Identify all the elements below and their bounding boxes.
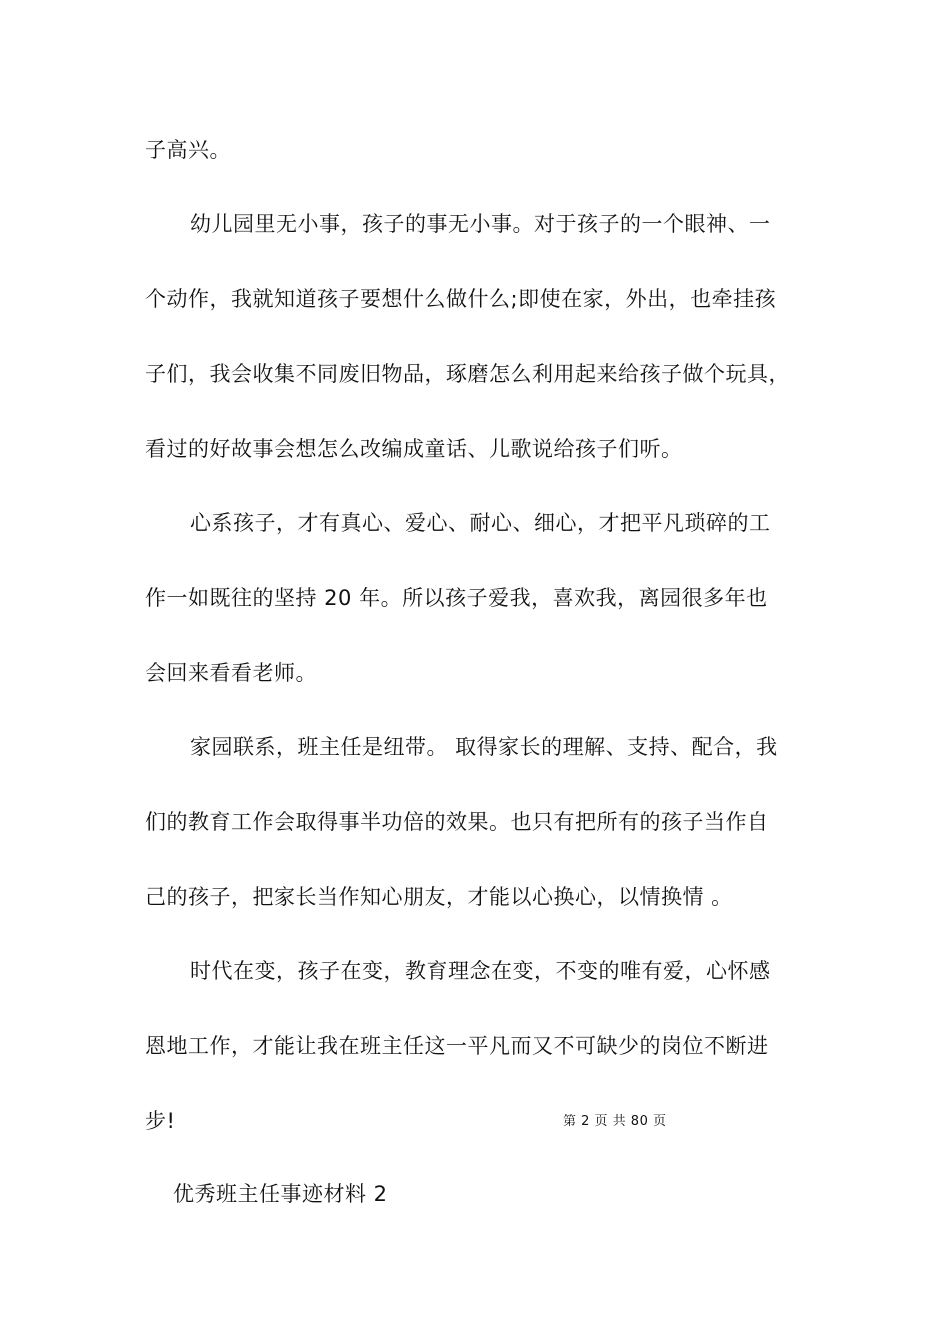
paragraph-line: 家园联系，班主任是纽带。 取得家长的理解、支持、配合，我 [190, 735, 778, 759]
paragraph-line: 子高兴。 [145, 138, 231, 162]
paragraph-line: 恩地工作，才能让我在班主任这一平凡而又不可缺少的岗位不断进 [145, 1034, 769, 1058]
paragraph-line: 时代在变，孩子在变，教育理念在变，不变的唯有爱，心怀感 [190, 959, 771, 983]
paragraph-line: 们的教育工作会取得事半功倍的效果。也只有把所有的孩子当作自 [145, 810, 769, 834]
paragraph-line: 个动作，我就知道孩子要想什么做什么;即使在家，外出，也牵挂孩 [145, 287, 777, 311]
paragraph-line: 作一如既往的坚持 20 年。所以孩子爱我，喜欢我，离园很多年也 [145, 586, 768, 610]
paragraph-line: 看过的好故事会想怎么改编成童话、儿歌说给孩子们听。 [145, 437, 683, 461]
paragraph-line: 步! [145, 1109, 176, 1133]
paragraph-line: 幼儿园里无小事，孩子的事无小事。对于孩子的一个眼神、一 [190, 212, 771, 236]
paragraph-line: 会回来看看老师。 [145, 661, 317, 685]
paragraph-line: 己的孩子，把家长当作知心朋友，才能以心换心，以情换情 。 [145, 885, 733, 909]
paragraph-line: 心系孩子，才有真心、爱心、耐心、细心，才把平凡琐碎的工 [190, 511, 771, 535]
section-heading: 优秀班主任事迹材料 2 [173, 1182, 388, 1206]
paragraph-line: 子们，我会收集不同废旧物品，琢磨怎么利用起来给孩子做个玩具， [145, 362, 790, 386]
page-number-footer: 第 2 页 共 80 页 [563, 1114, 667, 1129]
